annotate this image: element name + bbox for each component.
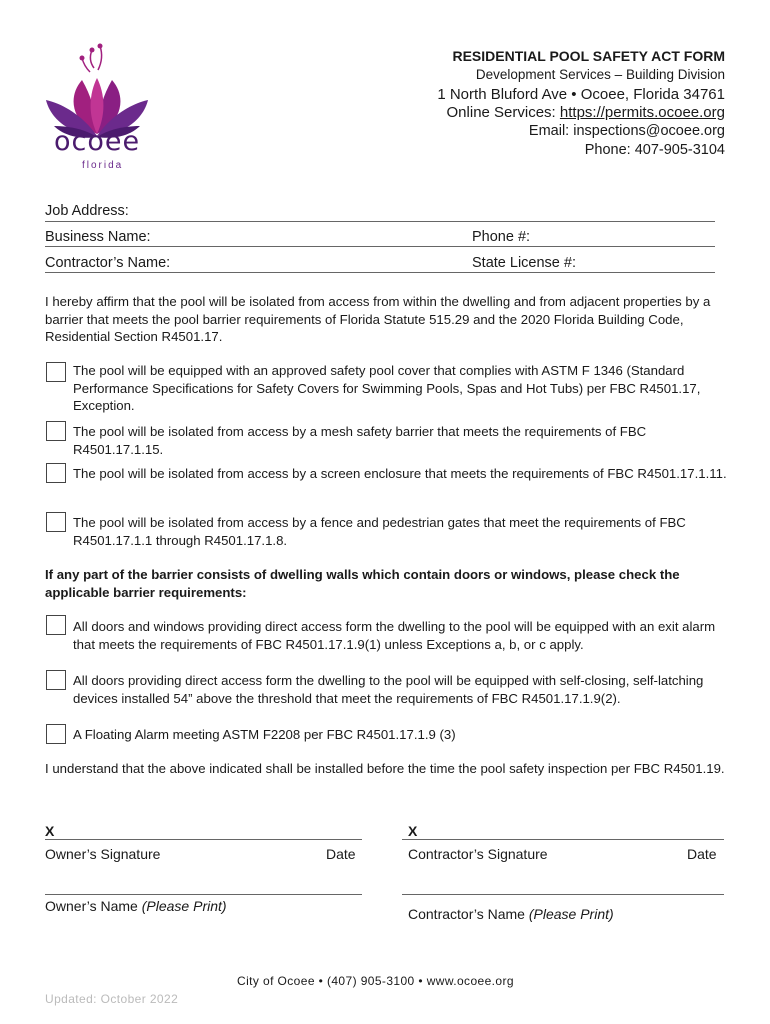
barrier-exit-alarm: All doors and windows providing direct access form the dwelling to the pool will be equipped with an exit alarm that meets the requirements of FBC R4501.17.1.9(1) unless Exceptions a, b, or c apply. [73, 619, 716, 652]
owner-name-text: Owner’s Name [45, 898, 142, 914]
division: Development Services – Building Division [475, 67, 725, 82]
phone-label: Phone #: [472, 229, 531, 245]
option-pool-cover: The pool will be equipped with an approved safety pool cover that complies with ASTM F 1346 (Standard Performance Specifications for Safety Covers for Swimming Pools, Spas and Hot Tubs) per FBC R4501.17, Exception. [73, 363, 701, 413]
logo-wordmark: ocoee [54, 126, 141, 157]
owner-x-mark: X [45, 823, 55, 839]
business-name-label: Business Name: [45, 229, 151, 245]
online-label: Online Services: [446, 104, 560, 121]
checkbox-floating-alarm[interactable] [46, 724, 66, 744]
footer-contact: City of Ocoee • (407) 905-3100 • www.ocoee.org [237, 974, 514, 988]
owner-please-print: (Please Print) [141, 898, 227, 914]
ocoee-logo [42, 42, 152, 172]
contractor-print-text: Contractor’s Name [408, 906, 529, 922]
checkbox-exit-alarm[interactable] [46, 615, 66, 635]
checkbox-mesh-barrier[interactable] [46, 421, 66, 441]
option-fence-gates: The pool will be isolated from access by a fence and pedestrian gates that meet the requirements of FBC R4501.17.1.1 through R4501.17.1.8. [73, 515, 686, 548]
contractor-name-line[interactable] [45, 272, 715, 273]
contractor-print-label [408, 906, 614, 922]
option-mesh-barrier: The pool will be isolated from access by a mesh safety barrier that meets the requirements of FBC R4501.17.1.15. [73, 424, 647, 457]
contractor-x-mark: X [408, 823, 418, 839]
barrier-floating-alarm: A Floating Alarm meeting ASTM F2208 per FBC R4501.17.1.9 (3) [73, 727, 456, 742]
owner-name-line[interactable] [45, 894, 362, 895]
checkbox-pool-cover[interactable] [46, 362, 66, 382]
address: 1 North Bluford Ave • Ocoee, Florida 34761 [437, 86, 725, 103]
checkbox-screen-enclosure[interactable] [46, 463, 66, 483]
barrier-heading: If any part of the barrier consists of dwelling walls which contain doors or windows, please check the applicable barrier requirements: [45, 567, 680, 600]
online-services [447, 104, 725, 121]
checkbox-self-closing[interactable] [46, 670, 66, 690]
contractor-please-print: (Please Print) [528, 906, 614, 922]
owner-name-label [45, 898, 227, 914]
job-address-label: Job Address: [45, 203, 129, 219]
affirm-text: I hereby affirm that the pool will be isolated from access from within the dwelling and from adjacent properties by a barrier that meets the pool barrier requirements of Florida Statute 515.29 and the 2020 Florida Building Code, Residential Section R4501.17. [45, 294, 711, 344]
updated-date: Updated: October 2022 [45, 992, 179, 1006]
contractor-signature-line[interactable] [402, 839, 724, 840]
option-screen-enclosure: The pool will be isolated from access by a screen enclosure that meets the requirements of FBC R4501.17.1.11. [73, 466, 727, 481]
contractor-name-print-line[interactable] [402, 894, 724, 895]
state-license-label: State License #: [472, 255, 576, 271]
email: Email: inspections@ocoee.org [528, 123, 725, 139]
business-name-line[interactable] [45, 246, 715, 247]
owner-signature-line[interactable] [45, 839, 362, 840]
checkbox-fence-gates[interactable] [46, 512, 66, 532]
online-services-link[interactable]: https://permits.ocoee.org [559, 104, 725, 121]
phone: Phone: 407-905-3104 [584, 142, 725, 158]
contractor-signature-label: Contractor’s Signature [408, 846, 548, 862]
contractor-name-label: Contractor’s Name: [45, 255, 171, 271]
barrier-self-closing: All doors providing direct access form the dwelling to the pool will be equipped with self-closing, self-latching devices installed 54” above the threshold that meet the requirements of FBC R4501.17.1.9(2). [73, 673, 704, 706]
form-title: RESIDENTIAL POOL SAFETY ACT FORM [452, 48, 725, 64]
job-address-line[interactable] [45, 221, 715, 222]
contractor-date-label: Date [687, 846, 717, 862]
understand-text: I understand that the above indicated shall be installed before the time the pool safety inspection per FBC R4501.19. [45, 761, 725, 776]
owner-date-label: Date [326, 846, 356, 862]
owner-signature-label: Owner’s Signature [45, 846, 161, 862]
logo-subtitle: florida [82, 160, 124, 171]
